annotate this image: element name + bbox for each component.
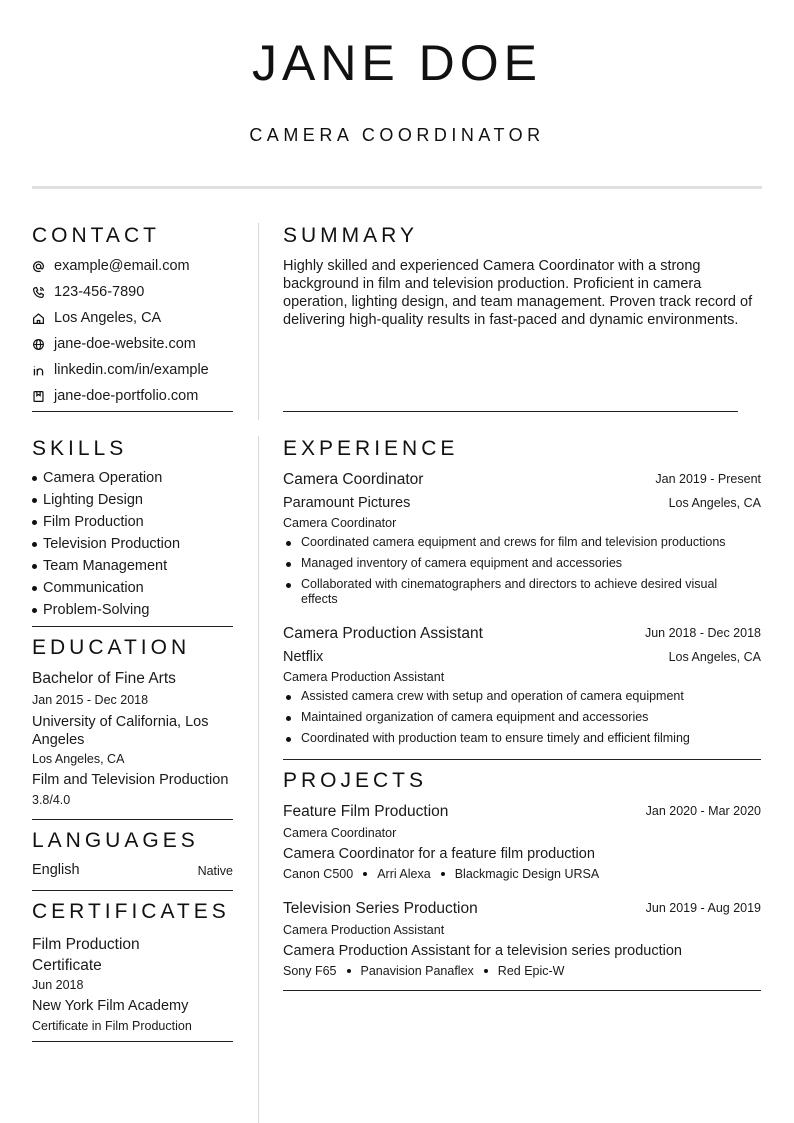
project-dates: Jun 2019 - Aug 2019 [645,901,761,915]
experience-bullet [283,556,746,571]
experience-location: Los Angeles, CA [668,496,761,510]
languages-divider [32,890,233,891]
skill-label: Television Production [43,536,181,552]
certificate-date: Jun 2018 [32,978,84,992]
skill-item [32,580,144,596]
experience-role: Camera Coordinator [283,516,397,530]
contact-linkedin[interactable] [32,360,209,380]
project-description: Camera Coordinator for a feature film production [283,846,595,862]
bullet-dot [32,564,37,569]
experience-company: Paramount Pictures [283,495,411,511]
experience-location: Los Angeles, CA [668,650,761,664]
language-name: English [32,862,80,878]
bullet-dot [32,608,37,613]
name-heading: JANE DOE [251,35,543,91]
separator-dot [484,969,488,973]
certificates-divider [32,1041,233,1042]
skill-label: Film Production [43,514,144,530]
tool-label: Blackmagic Design URSA [454,867,600,881]
tool-label: Arri Alexa [377,867,431,881]
home-icon [32,312,45,325]
education-location: Los Angeles, CA [32,752,125,766]
tool-label: Panavision Panaflex [360,964,474,978]
project-dates: Jan 2020 - Mar 2020 [645,804,761,818]
project-tools [283,964,564,978]
skills-heading: SKILLS [32,437,128,460]
skill-item [32,492,143,508]
certificate-name: Film Production Certificate [32,936,140,974]
portfolio-icon [32,390,45,403]
job-title: CAMERA COORDINATOR [249,125,545,145]
skill-item [32,536,180,552]
project-tools [283,867,599,881]
contact-portfolio[interactable] [32,386,198,406]
column-divider-bottom [258,436,259,1123]
bullet-text: Maintained organization of camera equipment and accessories [301,710,649,724]
education-divider [32,819,233,820]
education-field: Film and Television Production [32,772,229,788]
at-icon [32,260,45,273]
education-heading: EDUCATION [32,636,191,659]
experience-bullet [283,710,746,725]
certificates-heading: CERTIFICATES [32,900,230,923]
contact-website-text: jane-doe-website.com [54,336,196,352]
skill-item [32,470,162,486]
education-dates: Jan 2015 - Dec 2018 [32,693,149,707]
experience-bullet [283,689,746,704]
language-level: Native [197,864,233,878]
experience-heading: EXPERIENCE [283,437,459,460]
projects-heading: PROJECTS [283,769,428,792]
contact-location-text: Los Angeles, CA [54,310,162,326]
bullet-text: Coordinated with production team to ensure timely and efficient filming [301,731,690,745]
skills-divider [32,626,233,627]
project-title: Television Series Production [283,900,478,917]
experience-bullet [283,535,746,550]
skill-item [32,558,167,574]
contact-phone[interactable] [32,282,144,302]
tool-label: Canon C500 [283,867,354,881]
education-degree: Bachelor of Fine Arts [32,670,176,687]
contact-phone-text: 123-456-7890 [54,284,145,300]
skill-item [32,514,144,530]
separator-dot [363,872,367,876]
experience-role: Camera Production Assistant [283,670,445,684]
separator-dot [441,872,445,876]
bullet-text: Assisted camera crew with setup and operation of camera equipment [301,689,684,703]
projects-divider [283,990,761,991]
bullet-text: Managed inventory of camera equipment and accessories [301,556,623,570]
project-title: Feature Film Production [283,803,449,820]
skill-label: Communication [43,580,144,596]
languages-heading: LANGUAGES [32,829,199,852]
experience-company: Netflix [283,649,324,665]
bullet-dot [32,586,37,591]
bullet-dot [286,583,291,588]
certificate-issuer: New York Film Academy [32,998,189,1014]
skill-label: Team Management [43,558,168,574]
globe-icon [32,338,45,351]
bullet-dot [32,520,37,525]
skill-item [32,602,149,618]
contact-divider [32,411,233,412]
skill-label: Problem-Solving [43,602,150,618]
project-role: Camera Coordinator [283,826,397,840]
experience-divider [283,759,761,760]
experience-title: Camera Production Assistant [283,625,483,642]
tool-label: Sony F65 [283,964,337,978]
summary-text: Highly skilled and experienced Camera Coordinator with a strong background in film and television production. Proficient in camera operation, lighting design, and team management. Proven track record of delivering high-quality results in fast-paced and dynamic environments. [283,258,753,328]
bullet-dot [286,562,291,567]
separator-dot [347,969,351,973]
contact-email-text: example@email.com [54,258,190,274]
bullet-dot [286,695,291,700]
experience-title: Camera Coordinator [283,471,424,488]
bullet-text: Collaborated with cinematographers and directors to achieve desired visual effects [301,577,718,606]
experience-bullet [283,731,746,746]
experience-bullet [283,577,746,607]
skill-label: Lighting Design [43,492,143,508]
bullet-dot [286,737,291,742]
summary-heading: SUMMARY [283,224,418,247]
bullet-dot [32,476,37,481]
bullet-text: Coordinated camera equipment and crews for film and television productions [301,535,726,549]
project-description: Camera Production Assistant for a television series production [283,943,682,959]
column-divider-top [258,223,259,420]
skill-label: Camera Operation [43,470,163,486]
education-school: University of California, Los Angeles [32,714,209,748]
contact-email[interactable] [32,256,190,276]
bullet-dot [32,542,37,547]
project-role: Camera Production Assistant [283,923,445,937]
header-divider [32,186,762,189]
phone-icon [32,286,45,299]
education-gpa: 3.8/4.0 [32,793,71,807]
summary-divider [283,411,738,412]
certificate-description: Certificate in Film Production [32,1019,192,1033]
contact-portfolio-text: jane-doe-portfolio.com [54,388,199,404]
linkedin-icon [32,364,45,377]
contact-location [32,308,161,328]
bullet-dot [32,498,37,503]
experience-dates: Jun 2018 - Dec 2018 [644,626,761,640]
experience-dates: Jan 2019 - Present [655,472,761,486]
bullet-dot [286,716,291,721]
tool-label: Red Epic-W [497,964,565,978]
bullet-dot [286,541,291,546]
contact-website[interactable] [32,334,196,354]
contact-heading: CONTACT [32,224,160,247]
contact-linkedin-text: linkedin.com/in/example [54,362,209,378]
